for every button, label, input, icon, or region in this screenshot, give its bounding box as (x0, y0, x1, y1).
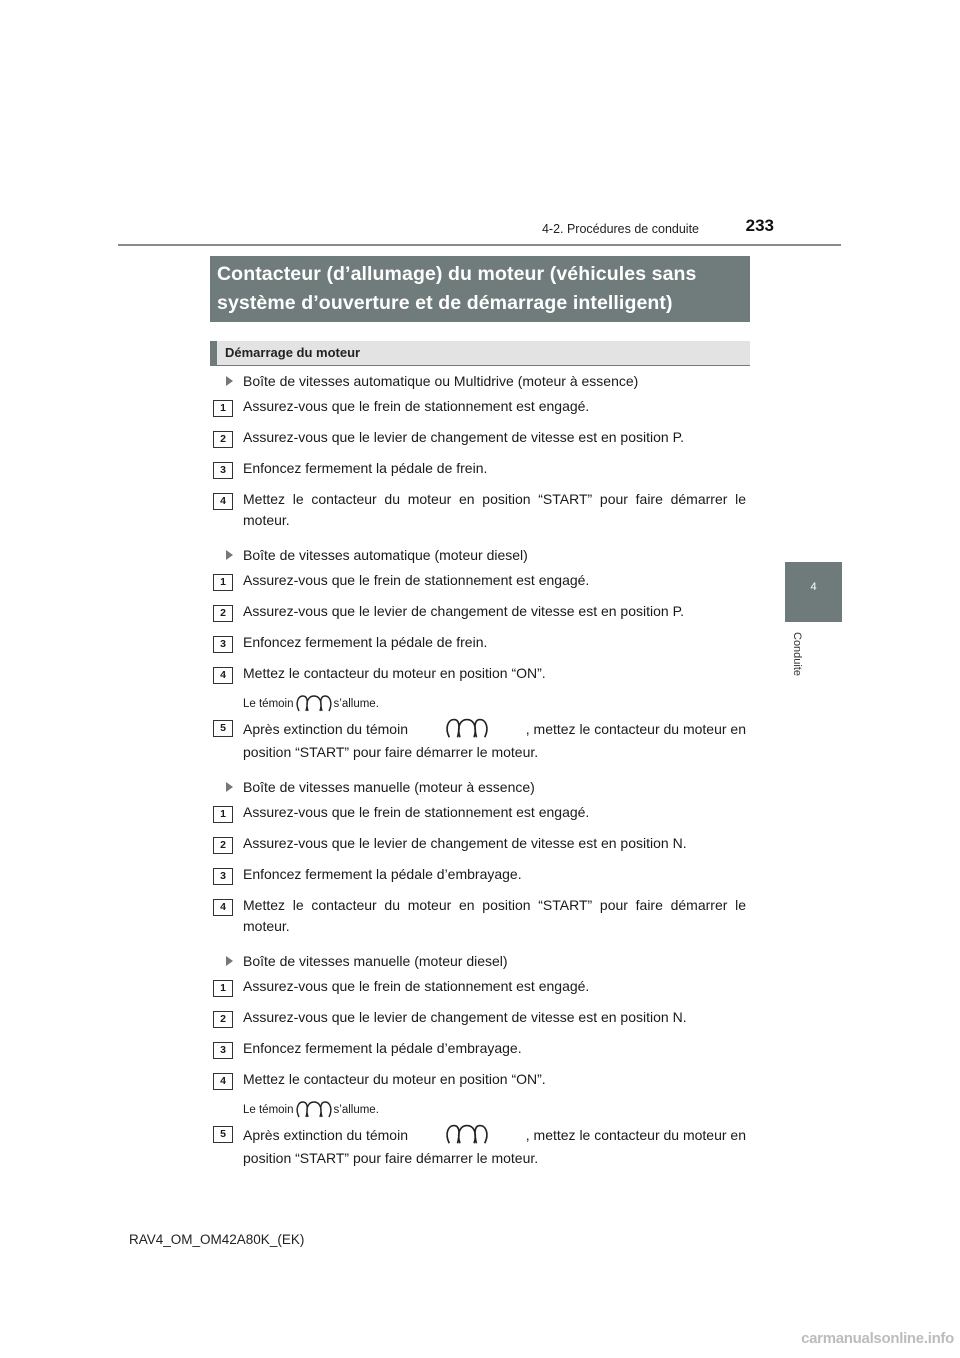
step-item (213, 1038, 746, 1064)
subsection-header-text: Démarrage du moteur (225, 345, 361, 360)
section-title: Boîte de vitesses automatique ou Multidrive (moteur à essence) (213, 370, 753, 396)
step-number: 5 (213, 720, 233, 737)
header-divider (118, 244, 841, 246)
chapter-label (787, 632, 807, 692)
step-number: 1 (213, 574, 233, 591)
triangle-bullet-icon (226, 956, 233, 966)
subsection-header (210, 341, 750, 366)
step-item (213, 427, 746, 453)
step-text: Assurez-vous que le levier de changement de vitesse est en position P. (243, 603, 684, 619)
triangle-bullet-icon (226, 782, 233, 792)
document-code: RAV4_OM_OM42A80K_(EK) (129, 1232, 305, 1247)
step-text: Assurez-vous que le frein de stationnement est engagé. (243, 398, 590, 414)
step-item (213, 1069, 746, 1095)
step-number: 2 (213, 431, 233, 448)
step-number: 2 (213, 605, 233, 622)
chapter-tab[interactable]: 4 (785, 562, 842, 622)
subsection-header-bar (210, 341, 217, 365)
step-text: Assurez-vous que le levier de changement de vitesse est en position N. (243, 1009, 687, 1025)
page-number: 233 (745, 216, 774, 235)
chapter-label-text: Conduite (791, 632, 803, 677)
section-auto-petrol (213, 370, 753, 531)
step-text: Enfoncez fermement la pédale de frein. (243, 460, 488, 476)
step-number: 5 (213, 1126, 233, 1143)
step-note: Le témoin s’allume. (213, 1098, 753, 1122)
step-text: Mettez le contacteur du moteur en position “ON”. (243, 1071, 546, 1087)
step-item: 5 Après extinction du témoin , mettez le contacteur du moteur en position “START” pour faire démarrer le moteur. (213, 716, 746, 763)
step-item (213, 458, 746, 484)
step-text: Mettez le contacteur du moteur en position “ON”. (243, 665, 546, 681)
step-number: 1 (213, 806, 233, 823)
step-item (213, 802, 746, 828)
glow-plug-indicator-icon (442, 1122, 492, 1148)
header-section-title: 4-2. Procédures de conduite (541, 222, 699, 236)
step-number: 3 (213, 1042, 233, 1059)
step-note: Le témoin s’allume. (213, 692, 753, 716)
page-title-line-2: système d’ouverture et de démarrage intelligent) (217, 292, 673, 314)
step-item (213, 1007, 746, 1033)
step-number: 1 (213, 400, 233, 417)
step-number: 2 (213, 837, 233, 854)
step-number: 4 (213, 493, 233, 510)
step-item (213, 864, 746, 890)
step-text: Enfoncez fermement la pédale de frein. (243, 634, 488, 650)
step-item (213, 976, 746, 1002)
step-item: 5 Après extinction du témoin , mettez le contacteur du moteur en position “START” pour faire démarrer le moteur. (213, 1122, 746, 1169)
section-auto-diesel (213, 544, 753, 763)
step-number: 4 (213, 1073, 233, 1090)
content (213, 370, 753, 1182)
section-title: Boîte de vitesses manuelle (moteur à essence) (213, 776, 753, 802)
page-title (210, 256, 750, 322)
step-number: 1 (213, 980, 233, 997)
step-text: Enfoncez fermement la pédale d’embrayage. (243, 866, 522, 882)
step-number: 4 (213, 667, 233, 684)
section-manual-diesel (213, 950, 753, 1169)
section-manual-petrol (213, 776, 753, 937)
glow-plug-indicator-icon (294, 1099, 334, 1121)
step-number: 3 (213, 462, 233, 479)
section-title: Boîte de vitesses manuelle (moteur diesel) (213, 950, 753, 976)
glow-plug-indicator-icon (294, 693, 334, 715)
step-number: 3 (213, 868, 233, 885)
step-text: Enfoncez fermement la pédale d’embrayage. (243, 1040, 522, 1056)
step-text: Assurez-vous que le levier de changement de vitesse est en position N. (243, 835, 687, 851)
step-item (213, 601, 746, 627)
step-text: Assurez-vous que le levier de changement de vitesse est en position P. (243, 429, 684, 445)
step-item (213, 570, 746, 596)
step-item (213, 632, 746, 658)
triangle-bullet-icon (226, 376, 233, 386)
section-title: Boîte de vitesses automatique (moteur diesel) (213, 544, 753, 570)
step-item (213, 663, 746, 689)
step-number: 3 (213, 636, 233, 653)
step-item (213, 833, 746, 859)
triangle-bullet-icon (226, 550, 233, 560)
step-number: 2 (213, 1011, 233, 1028)
step-text: Mettez le contacteur du moteur en position “START” pour faire démarrer le moteur. (243, 491, 746, 528)
step-item (213, 396, 746, 422)
step-text: Assurez-vous que le frein de stationnement est engagé. (243, 572, 590, 588)
glow-plug-indicator-icon (442, 716, 492, 742)
step-item (213, 489, 746, 531)
step-text: Assurez-vous que le frein de stationnement est engagé. (243, 978, 590, 994)
step-text: Mettez le contacteur du moteur en position “START” pour faire démarrer le moteur. (243, 897, 746, 934)
page-title-line-1: Contacteur (d’allumage) du moteur (véhicules sans (217, 263, 697, 285)
step-item (213, 895, 746, 937)
step-number: 4 (213, 899, 233, 916)
watermark[interactable]: carmanualsonline.info (801, 1330, 954, 1347)
step-text: Assurez-vous que le frein de stationnement est engagé. (243, 804, 590, 820)
